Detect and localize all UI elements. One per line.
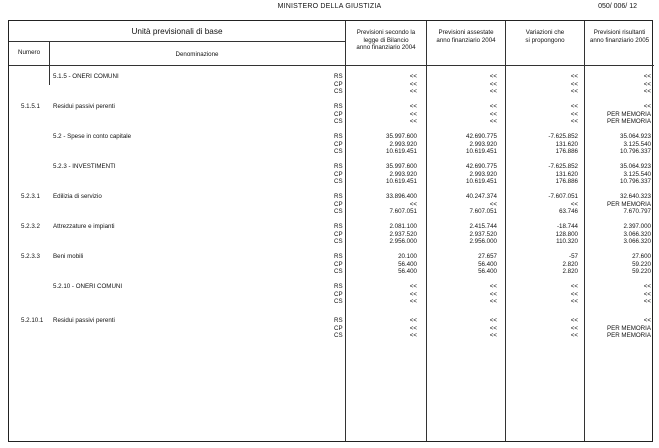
value: << (643, 80, 651, 88)
row-description: 5.1.5 - ONERI COMUNI (53, 73, 119, 80)
value-cell-c2 (432, 317, 497, 340)
code-label: CS (334, 268, 343, 276)
value: << (643, 73, 651, 80)
value: << (570, 298, 578, 306)
table-row (9, 253, 654, 277)
code-label: CS (334, 332, 343, 340)
code-label: CS (334, 208, 343, 216)
value: 2.956.000 (469, 238, 497, 246)
value-cell-c3 (511, 133, 578, 156)
value-cell-c2 (432, 283, 497, 306)
value-cell-c3 (511, 223, 578, 246)
value: << (570, 80, 578, 88)
document-code: 050/ 006/ 12 (598, 3, 637, 10)
value: << (643, 317, 651, 324)
value: << (643, 290, 651, 298)
numero-header: Numero (18, 49, 41, 56)
code-label: CS (334, 178, 343, 186)
row-description: Edilizia di servizio (53, 193, 102, 200)
value-cell-c1 (350, 283, 417, 306)
row-codes (334, 283, 343, 306)
code-label: RS (334, 163, 343, 170)
code-label: RS (334, 133, 343, 140)
value: 2.993.920 (389, 140, 417, 148)
value: << (570, 332, 578, 340)
code-label: CS (334, 118, 343, 126)
row-description: 5.2.3 - INVESTIMENTI (53, 163, 116, 170)
value: 35.997.600 (386, 133, 417, 140)
value: << (489, 298, 497, 306)
value: << (489, 332, 497, 340)
value-cell-c1 (350, 133, 417, 156)
col-previsioni-assestate-header: Previsioni assestate anno finanziario 2004 (436, 29, 496, 44)
value: 56.400 (398, 260, 417, 268)
ministry-header: MINISTERO DELLA GIUSTIZIA (277, 3, 382, 10)
row-description: Residui passivi perenti (53, 317, 115, 324)
value: 110.320 (556, 238, 578, 246)
value: << (489, 80, 497, 88)
value: << (570, 317, 578, 324)
value: << (409, 200, 417, 208)
value: 56.400 (398, 268, 417, 276)
code-label: CP (334, 200, 343, 208)
value: 40.247.374 (466, 193, 497, 200)
code-label: CP (334, 140, 343, 148)
value-cell-c1 (350, 253, 417, 276)
row-codes (334, 223, 343, 246)
value: 2.956.000 (389, 238, 417, 246)
row-number: 5.2.3.1 (21, 193, 40, 200)
value-cell-c2 (432, 253, 497, 276)
code-label: RS (334, 103, 343, 110)
row-codes (334, 103, 343, 126)
value: 27.657 (478, 253, 497, 260)
header-bottom-rule (9, 65, 654, 66)
row-description: 5.2.10 - ONERI COMUNI (53, 283, 123, 290)
value: 2.415.744 (469, 223, 497, 230)
value-cell-c3 (511, 193, 578, 216)
row-codes (334, 253, 343, 276)
table-row (9, 103, 654, 127)
value: 7.607.051 (389, 208, 417, 216)
value: -18.744 (557, 223, 578, 230)
value: 7.607.051 (469, 208, 497, 216)
value-cell-c1 (350, 193, 417, 216)
value: 10.619.451 (466, 178, 497, 186)
value-cell-c4 (584, 73, 651, 96)
code-label: CP (334, 290, 343, 298)
value-cell-c2 (432, 73, 497, 96)
value: 131.620 (555, 140, 578, 148)
denominazione-header: Denominazione (175, 51, 219, 58)
value: PER MEMORIA (606, 324, 651, 332)
value: << (570, 73, 578, 80)
value-cell-c3 (511, 73, 578, 96)
value: 2.937.520 (389, 230, 417, 238)
value-cell-c4 (584, 223, 651, 246)
code-label: RS (334, 223, 343, 230)
code-label: CP (334, 110, 343, 118)
value: 10.619.451 (466, 148, 497, 156)
code-label: CS (334, 88, 343, 96)
value: << (643, 88, 651, 96)
value: << (409, 298, 417, 306)
value: 35.064.923 (620, 133, 651, 140)
value: << (489, 283, 497, 290)
row-codes (334, 163, 343, 186)
row-description: Attrezzature e impianti (53, 223, 115, 230)
value: 59.220 (632, 268, 651, 276)
code-label: RS (334, 317, 343, 324)
budget-table (8, 20, 653, 442)
col-previsioni-legge-header: Previsioni secondo la legge di Bilancio anno finanziario 2004 (356, 29, 416, 51)
table-row (9, 193, 654, 217)
value: 2.081.100 (389, 223, 417, 230)
value: << (489, 200, 497, 208)
value: << (409, 103, 417, 110)
value: 176.886 (555, 178, 578, 186)
code-label: CP (334, 260, 343, 268)
value-cell-c4 (584, 133, 651, 156)
value: 7.670.797 (623, 208, 651, 216)
value: << (409, 88, 417, 96)
value: << (409, 80, 417, 88)
value: -57 (569, 253, 578, 260)
table-row (9, 317, 654, 341)
row-number: 5.2.3.3 (21, 253, 40, 260)
value-cell-c3 (511, 103, 578, 126)
value: << (570, 103, 578, 110)
value-cell-c3 (511, 163, 578, 186)
value: << (409, 118, 417, 126)
row-number: 5.2.10.1 (21, 317, 44, 324)
value: 42.690.775 (466, 133, 497, 140)
value-cell-c3 (511, 317, 578, 340)
value-cell-c4 (584, 163, 651, 186)
value: 42.690.775 (466, 163, 497, 170)
value: << (489, 110, 497, 118)
value: -7.625.852 (548, 133, 578, 140)
value: 2.937.520 (469, 230, 497, 238)
value: PER MEMORIA (606, 110, 651, 118)
value: << (409, 110, 417, 118)
code-label: RS (334, 253, 343, 260)
value: 3.066.320 (623, 238, 651, 246)
value: 2.993.920 (389, 170, 417, 178)
col-previsioni-risultanti-header: Previsioni risultanti anno finanziario 2005 (589, 29, 650, 44)
value: 2.993.920 (469, 170, 497, 178)
value-cell-c3 (511, 283, 578, 306)
value: << (409, 324, 417, 332)
value: -7.625.852 (548, 163, 578, 170)
value: << (570, 200, 578, 208)
value: 20.100 (398, 253, 417, 260)
value: -7.607.051 (548, 193, 578, 200)
table-title: Unità previsionali di base (131, 27, 223, 36)
value: << (409, 317, 417, 324)
value: 33.896.400 (386, 193, 417, 200)
value: PER MEMORIA (606, 118, 651, 126)
value-cell-c4 (584, 253, 651, 276)
value: 56.400 (478, 260, 497, 268)
value: << (489, 290, 497, 298)
code-label: RS (334, 193, 343, 200)
value-cell-c2 (432, 163, 497, 186)
value: << (489, 103, 497, 110)
value: 176.886 (555, 148, 578, 156)
value: PER MEMORIA (606, 200, 651, 208)
value-cell-c3 (511, 253, 578, 276)
col-variazioni-header: Variazioni che si propongono (525, 29, 565, 44)
value: 2.820 (562, 260, 578, 268)
value: << (570, 324, 578, 332)
value-cell-c1 (350, 103, 417, 126)
row-description: Beni mobili (53, 253, 84, 260)
row-codes (334, 317, 343, 340)
code-label: CS (334, 148, 343, 156)
value: 3.125.540 (623, 170, 651, 178)
value: 10.796.337 (620, 148, 651, 156)
value-cell-c2 (432, 193, 497, 216)
value: 128.800 (555, 230, 578, 238)
value-cell-c4 (584, 193, 651, 216)
value: 10.796.337 (620, 178, 651, 186)
value: << (409, 283, 417, 290)
value: << (489, 73, 497, 80)
value: << (409, 332, 417, 340)
code-label: CP (334, 170, 343, 178)
value: 2.820 (562, 268, 578, 276)
value: << (570, 118, 578, 126)
value: << (489, 317, 497, 324)
table-row (9, 283, 654, 307)
value: 27.600 (632, 253, 651, 260)
value: << (489, 118, 497, 126)
code-label: CS (334, 238, 343, 246)
value: 3.066.320 (623, 230, 651, 238)
value: PER MEMORIA (606, 332, 651, 340)
table-row (9, 73, 654, 97)
value: << (570, 283, 578, 290)
row-description: 5.2 - Spese in conto capitale (53, 133, 132, 140)
value-cell-c4 (584, 317, 651, 340)
value: 10.619.451 (386, 148, 417, 156)
value-cell-c4 (584, 283, 651, 306)
value-cell-c1 (350, 317, 417, 340)
value-cell-c4 (584, 103, 651, 126)
value: 32.640.323 (620, 193, 651, 200)
value: 63.746 (559, 208, 578, 216)
value: 2.993.920 (469, 140, 497, 148)
table-row (9, 133, 654, 157)
value: << (489, 88, 497, 96)
code-label: CP (334, 80, 343, 88)
value-cell-c2 (432, 223, 497, 246)
value: 131.620 (555, 170, 578, 178)
value: << (643, 103, 651, 110)
table-row (9, 223, 654, 247)
value-cell-c1 (350, 163, 417, 186)
value: 3.125.540 (623, 140, 651, 148)
row-codes (334, 133, 343, 156)
value: << (489, 324, 497, 332)
code-label: RS (334, 73, 343, 80)
value-cell-c2 (432, 133, 497, 156)
row-number: 5.1.5.1 (21, 103, 40, 110)
table-row (9, 163, 654, 187)
value: 59.220 (632, 260, 651, 268)
value-cell-c1 (350, 223, 417, 246)
code-label: CP (334, 324, 343, 332)
row-description: Residui passivi perenti (53, 103, 115, 110)
value: 2.397.000 (623, 223, 651, 230)
value: << (409, 290, 417, 298)
code-label: RS (334, 283, 343, 290)
value: << (570, 290, 578, 298)
value-cell-c1 (350, 73, 417, 96)
code-label: CS (334, 298, 343, 306)
value: 56.400 (478, 268, 497, 276)
value: 35.997.600 (386, 163, 417, 170)
row-number: 5.2.3.2 (21, 223, 40, 230)
value: << (570, 110, 578, 118)
value: << (570, 88, 578, 96)
value: 10.619.451 (386, 178, 417, 186)
header-divider (9, 41, 345, 42)
code-label: CP (334, 230, 343, 238)
value: << (409, 73, 417, 80)
value: 35.064.923 (620, 163, 651, 170)
value-cell-c2 (432, 103, 497, 126)
value: << (643, 283, 651, 290)
value: << (643, 298, 651, 306)
row-codes (334, 193, 343, 216)
row-codes (334, 73, 343, 96)
